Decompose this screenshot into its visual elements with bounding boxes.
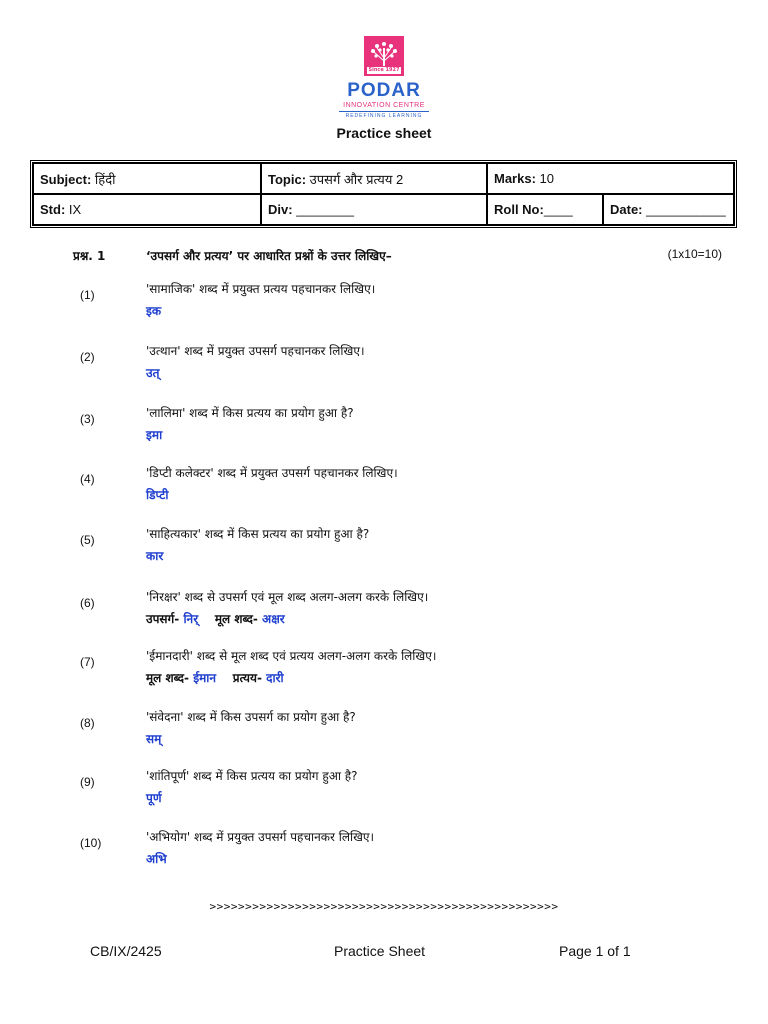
answer-label-1: उपसर्ग- [146,612,180,626]
item-number: (7) [80,655,95,669]
div-value: ________ [296,202,355,217]
subject-cell [33,163,261,194]
logo-tagline-2: REDEFINING LEARNING [345,113,423,119]
item-question: 'ईमानदारी' शब्द से मूल शब्द एवं प्रत्यय अलग-अलग करके लिखिए। [146,649,437,663]
answer-value-1: निर् [183,612,199,626]
logo-tagline-1: INNOVATION CENTRE [343,102,425,109]
logo [0,36,768,119]
item-number: (3) [80,412,95,426]
std-value: IX [68,202,82,217]
page-title: Practice sheet [336,125,432,141]
roll-value: ____ [543,202,573,217]
answer-label-2: प्रत्यय- [232,671,262,685]
roll-label: Roll No: [494,202,544,217]
item-answer: अभि [146,852,167,866]
item-number: (6) [80,596,95,610]
item-number: (10) [80,836,102,850]
item-number: (4) [80,472,95,486]
item-number: (2) [80,350,95,364]
item-answer: कार [146,549,164,563]
div-label: Div: [268,202,293,217]
item-answer [146,669,284,686]
marks-label: Marks: [494,171,536,186]
logo-divider [339,111,429,112]
std-label: Std: [40,202,66,217]
answer-value-2: दारी [266,671,284,685]
roll-cell [487,194,603,225]
footer-code: CB/IX/2425 [90,943,162,959]
info-table [30,160,737,228]
item-number: (5) [80,533,95,547]
item-question: 'सामाजिक' शब्द में प्रयुक्त प्रत्यय पहचानकर लिखिए। [146,282,376,296]
marks-cell [487,163,734,194]
logo-name: PODAR [347,80,421,101]
item-answer: उत् [146,366,160,380]
subject-label: Subject: [40,171,92,187]
item-question: 'संवेदना' शब्द में किस उपसर्ग का प्रयोग हुआ है? [146,710,356,724]
item-answer [146,610,285,627]
subject-value: हिंदी [94,171,116,187]
topic-value: उपसर्ग और प्रत्यय 2 [309,171,404,187]
date-value: ___________ [646,202,726,217]
item-answer: इमा [146,428,163,442]
answer-value-2: अक्षर [262,612,285,626]
item-answer: डिप्टी [146,488,169,502]
footer-page-number: Page 1 of 1 [559,943,631,959]
tree-logo-icon [364,36,404,76]
topic-label: Topic: [268,171,307,187]
answer-value-1: ईमान [193,671,217,685]
topic-cell [261,163,487,194]
item-answer: पूर्ण [146,791,162,805]
logo-since: Since 1927 [368,67,400,73]
item-question: 'अभियोग' शब्द में प्रयुक्त उपसर्ग पहचानकर लिखिए। [146,830,375,844]
marks-value: 10 [539,171,555,186]
answer-label-1: मूल शब्द- [146,671,189,685]
end-separator: >>>>>>>>>>>>>>>>>>>>>>>>>>>>>>>>>>>>>>>>>>>>>>>>> [209,900,559,913]
answer-label-2: मूल शब्द- [214,612,258,626]
div-cell [261,194,487,225]
footer-title: Practice Sheet [334,943,426,959]
std-cell [33,194,261,225]
question-number: प्रश्न. 1 [73,249,106,263]
question-marks: (1x10=10) [667,247,722,261]
question-instruction: ‘उपसर्ग और प्रत्यय’ पर आधारित प्रश्नों के उत्तर लिखिए– [146,249,392,263]
date-label: Date: [610,202,643,217]
date-cell [603,194,734,225]
item-answer: सम् [146,732,162,746]
item-question: 'शांतिपूर्ण' शब्द में किस प्रत्यय का प्रयोग हुआ है? [146,769,358,783]
item-number: (1) [80,288,95,302]
item-question: 'निरक्षर' शब्द से उपसर्ग एवं मूल शब्द अलग-अलग करके लिखिए। [146,590,429,604]
item-number: (8) [80,716,95,730]
item-question: 'लालिमा' शब्द में किस प्रत्यय का प्रयोग हुआ है? [146,406,354,420]
item-answer: इक [146,304,162,318]
item-question: 'डिप्टी कलेक्टर' शब्द में प्रयुक्त उपसर्ग पहचानकर लिखिए। [146,466,398,480]
item-number: (9) [80,775,95,789]
item-question: 'उत्थान' शब्द में प्रयुक्त उपसर्ग पहचानकर लिखिए। [146,344,365,358]
item-question: 'साहित्यकार' शब्द में किस प्रत्यय का प्रयोग हुआ है? [146,527,370,541]
